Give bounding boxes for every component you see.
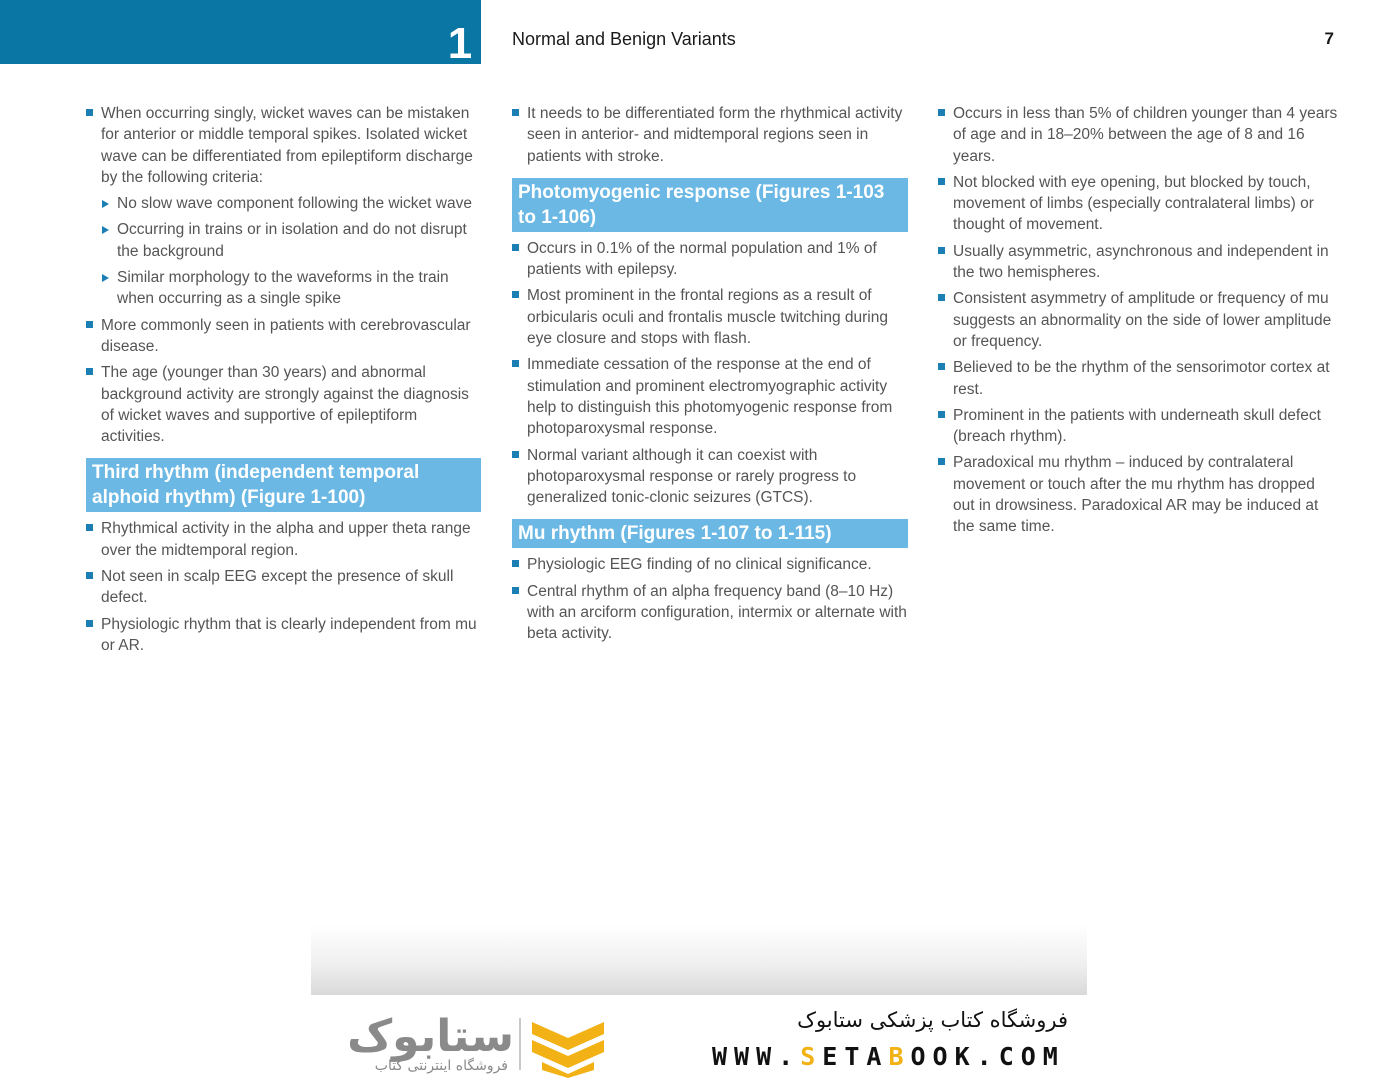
- sub-list-item: [86, 219, 481, 262]
- bullet-text: Not blocked with eye opening, but blocked by touch, movement of limbs (especially contralateral limbs) or thought of movement.: [953, 173, 1314, 234]
- square-bullet-icon: [938, 247, 945, 254]
- bullet-text: Immediate cessation of the response at the end of stimulation and prominent electromyographic activity help to distinguish this photomyogenic response from photoparoxysmal response.: [527, 356, 893, 438]
- square-bullet-icon: [512, 587, 519, 594]
- bullet-text: When occurring singly, wicket waves can be mistaken for anterior or middle temporal spikes. Isolated wicket wave can be differentiated from epileptiform discharge by the following criteria:: [101, 105, 473, 186]
- list-item: [86, 566, 481, 609]
- bullet-list: [512, 238, 908, 509]
- page-number: 7: [1324, 29, 1334, 48]
- list-item: [512, 238, 908, 281]
- bullet-text: Physiologic EEG finding of no clinical significance.: [527, 556, 872, 574]
- url-highlight: S: [800, 1042, 823, 1071]
- bullet-text: Occurs in less than 5% of children younger than 4 years of age and in 18–20% between the age of 8 and 16 years.: [953, 105, 1338, 165]
- sub-list-item: [86, 193, 481, 214]
- url-part: OOK.COM: [910, 1042, 1065, 1071]
- url-part: ETA: [822, 1042, 889, 1071]
- list-item: [938, 172, 1338, 236]
- list-item: [938, 241, 1338, 284]
- bullet-text: More commonly seen in patients with cerebrovascular disease.: [101, 316, 471, 355]
- sub-bullet-text: Similar morphology to the waveforms in the train when occurring as a single spike: [117, 269, 449, 308]
- triangle-bullet-icon: [102, 200, 109, 208]
- list-item: [938, 357, 1338, 400]
- section-heading-mu-rhythm: Mu rhythm (Figures 1-107 to 1-115): [512, 519, 908, 548]
- list-item: [512, 285, 908, 349]
- list-item: [86, 103, 481, 310]
- square-bullet-icon: [938, 411, 945, 418]
- bullet-text: Paradoxical mu rhythm – induced by contralateral movement or touch after the mu rhythm has dropped out in drowsiness. Paradoxical AR may be induced at the same time.: [953, 454, 1319, 536]
- square-bullet-icon: [86, 368, 93, 375]
- chapter-number: 1: [447, 20, 473, 64]
- url-part: WWW.: [712, 1042, 801, 1071]
- bullet-text: Normal variant although it can coexist with photoparoxysmal response or rarely progress to generalized tonic-clonic seizures (GTCS).: [527, 446, 857, 507]
- list-item: [938, 405, 1338, 448]
- list-item: [512, 103, 908, 167]
- square-bullet-icon: [938, 178, 945, 185]
- square-bullet-icon: [512, 360, 519, 367]
- bullet-list: [86, 103, 481, 447]
- store-logo-wordmark: ستابوک: [347, 1011, 514, 1062]
- square-bullet-icon: [938, 294, 945, 301]
- bullet-text: Most prominent in the frontal regions as a result of orbicularis oculi and frontalis muscle twitching during eye closure and stops with flash.: [527, 287, 888, 348]
- list-item: [86, 518, 481, 561]
- bullet-text: Believed to be the rhythm of the sensorimotor cortex at rest.: [953, 359, 1330, 398]
- bullet-text: It needs to be differentiated form the rhythmical activity seen in anterior- and midtemporal regions seen in patients with stroke.: [527, 105, 903, 165]
- bullet-text: Central rhythm of an alpha frequency band (8–10 Hz) with an arciform configuration, intermix or alternate with beta activity.: [527, 582, 907, 643]
- sub-bullet-list: [86, 193, 481, 309]
- square-bullet-icon: [512, 109, 519, 116]
- triangle-bullet-icon: [102, 226, 109, 234]
- bullet-list: [512, 554, 908, 644]
- list-item: [86, 614, 481, 657]
- bullet-text: Not seen in scalp EEG except the presence of skull defect.: [101, 568, 454, 607]
- logo-divider: [519, 1018, 521, 1070]
- bullet-list: [938, 103, 1338, 538]
- sub-bullet-text: Occurring in trains or in isolation and do not disrupt the background: [117, 221, 467, 260]
- column-3: [938, 103, 1338, 543]
- list-item: [938, 103, 1338, 167]
- column-1: [86, 103, 481, 661]
- bullet-text: Rhythmical activity in the alpha and upper theta range over the midtemporal region.: [101, 520, 471, 559]
- column-2: [512, 103, 908, 650]
- chevron-logo-icon: [528, 1018, 608, 1078]
- list-item: [938, 452, 1338, 537]
- list-item: [938, 288, 1338, 352]
- square-bullet-icon: [938, 363, 945, 370]
- footer-shadow: [311, 925, 1087, 995]
- bullet-text: Occurs in 0.1% of the normal population and 1% of patients with epilepsy.: [527, 239, 877, 279]
- store-name: فروشگاه کتاب پزشکی ستابوک: [797, 1008, 1068, 1032]
- square-bullet-icon: [512, 291, 519, 298]
- square-bullet-icon: [86, 524, 93, 531]
- sub-list-item: [86, 267, 481, 310]
- bullet-text: Prominent in the patients with underneath skull defect (breach rhythm).: [953, 406, 1321, 446]
- list-item: [512, 581, 908, 645]
- square-bullet-icon: [86, 572, 93, 579]
- square-bullet-icon: [938, 109, 945, 116]
- sub-bullet-text: No slow wave component following the wicket wave: [117, 195, 472, 213]
- triangle-bullet-icon: [102, 274, 109, 282]
- square-bullet-icon: [938, 458, 945, 465]
- section-heading-photomyogenic: Photomyogenic response (Figures 1-103 to 1-106): [512, 178, 908, 232]
- list-item: [512, 354, 908, 439]
- bullet-list: [512, 103, 908, 167]
- square-bullet-icon: [512, 244, 519, 251]
- store-url-link[interactable]: [712, 1042, 1074, 1071]
- list-item: [512, 554, 908, 575]
- square-bullet-icon: [86, 620, 93, 627]
- url-highlight: B: [888, 1042, 911, 1071]
- section-heading-third-rhythm: Third rhythm (independent temporal alphoid rhythm) (Figure 1-100): [86, 458, 481, 512]
- square-bullet-icon: [86, 321, 93, 328]
- list-item: [86, 315, 481, 358]
- bullet-list: [86, 518, 481, 656]
- running-title: Normal and Benign Variants: [512, 29, 736, 49]
- bullet-text: Consistent asymmetry of amplitude or frequency of mu suggests an abnormality on the side of lower amplitude or frequency.: [953, 290, 1332, 350]
- store-logo-subtext: فروشگاه اینترنتی کتاب: [374, 1058, 508, 1074]
- list-item: [512, 445, 908, 509]
- bullet-text: Physiologic rhythm that is clearly independent from mu or AR.: [101, 615, 477, 654]
- list-item: [86, 362, 481, 447]
- square-bullet-icon: [512, 560, 519, 567]
- chapter-header-band: [0, 0, 481, 64]
- square-bullet-icon: [512, 451, 519, 458]
- bullet-text: Usually asymmetric, asynchronous and independent in the two hemispheres.: [953, 242, 1329, 282]
- bullet-text: The age (younger than 30 years) and abnormal background activity are strongly against the diagnosis of wicket waves and supportive of epileptiform activities.: [101, 364, 469, 446]
- square-bullet-icon: [86, 109, 93, 116]
